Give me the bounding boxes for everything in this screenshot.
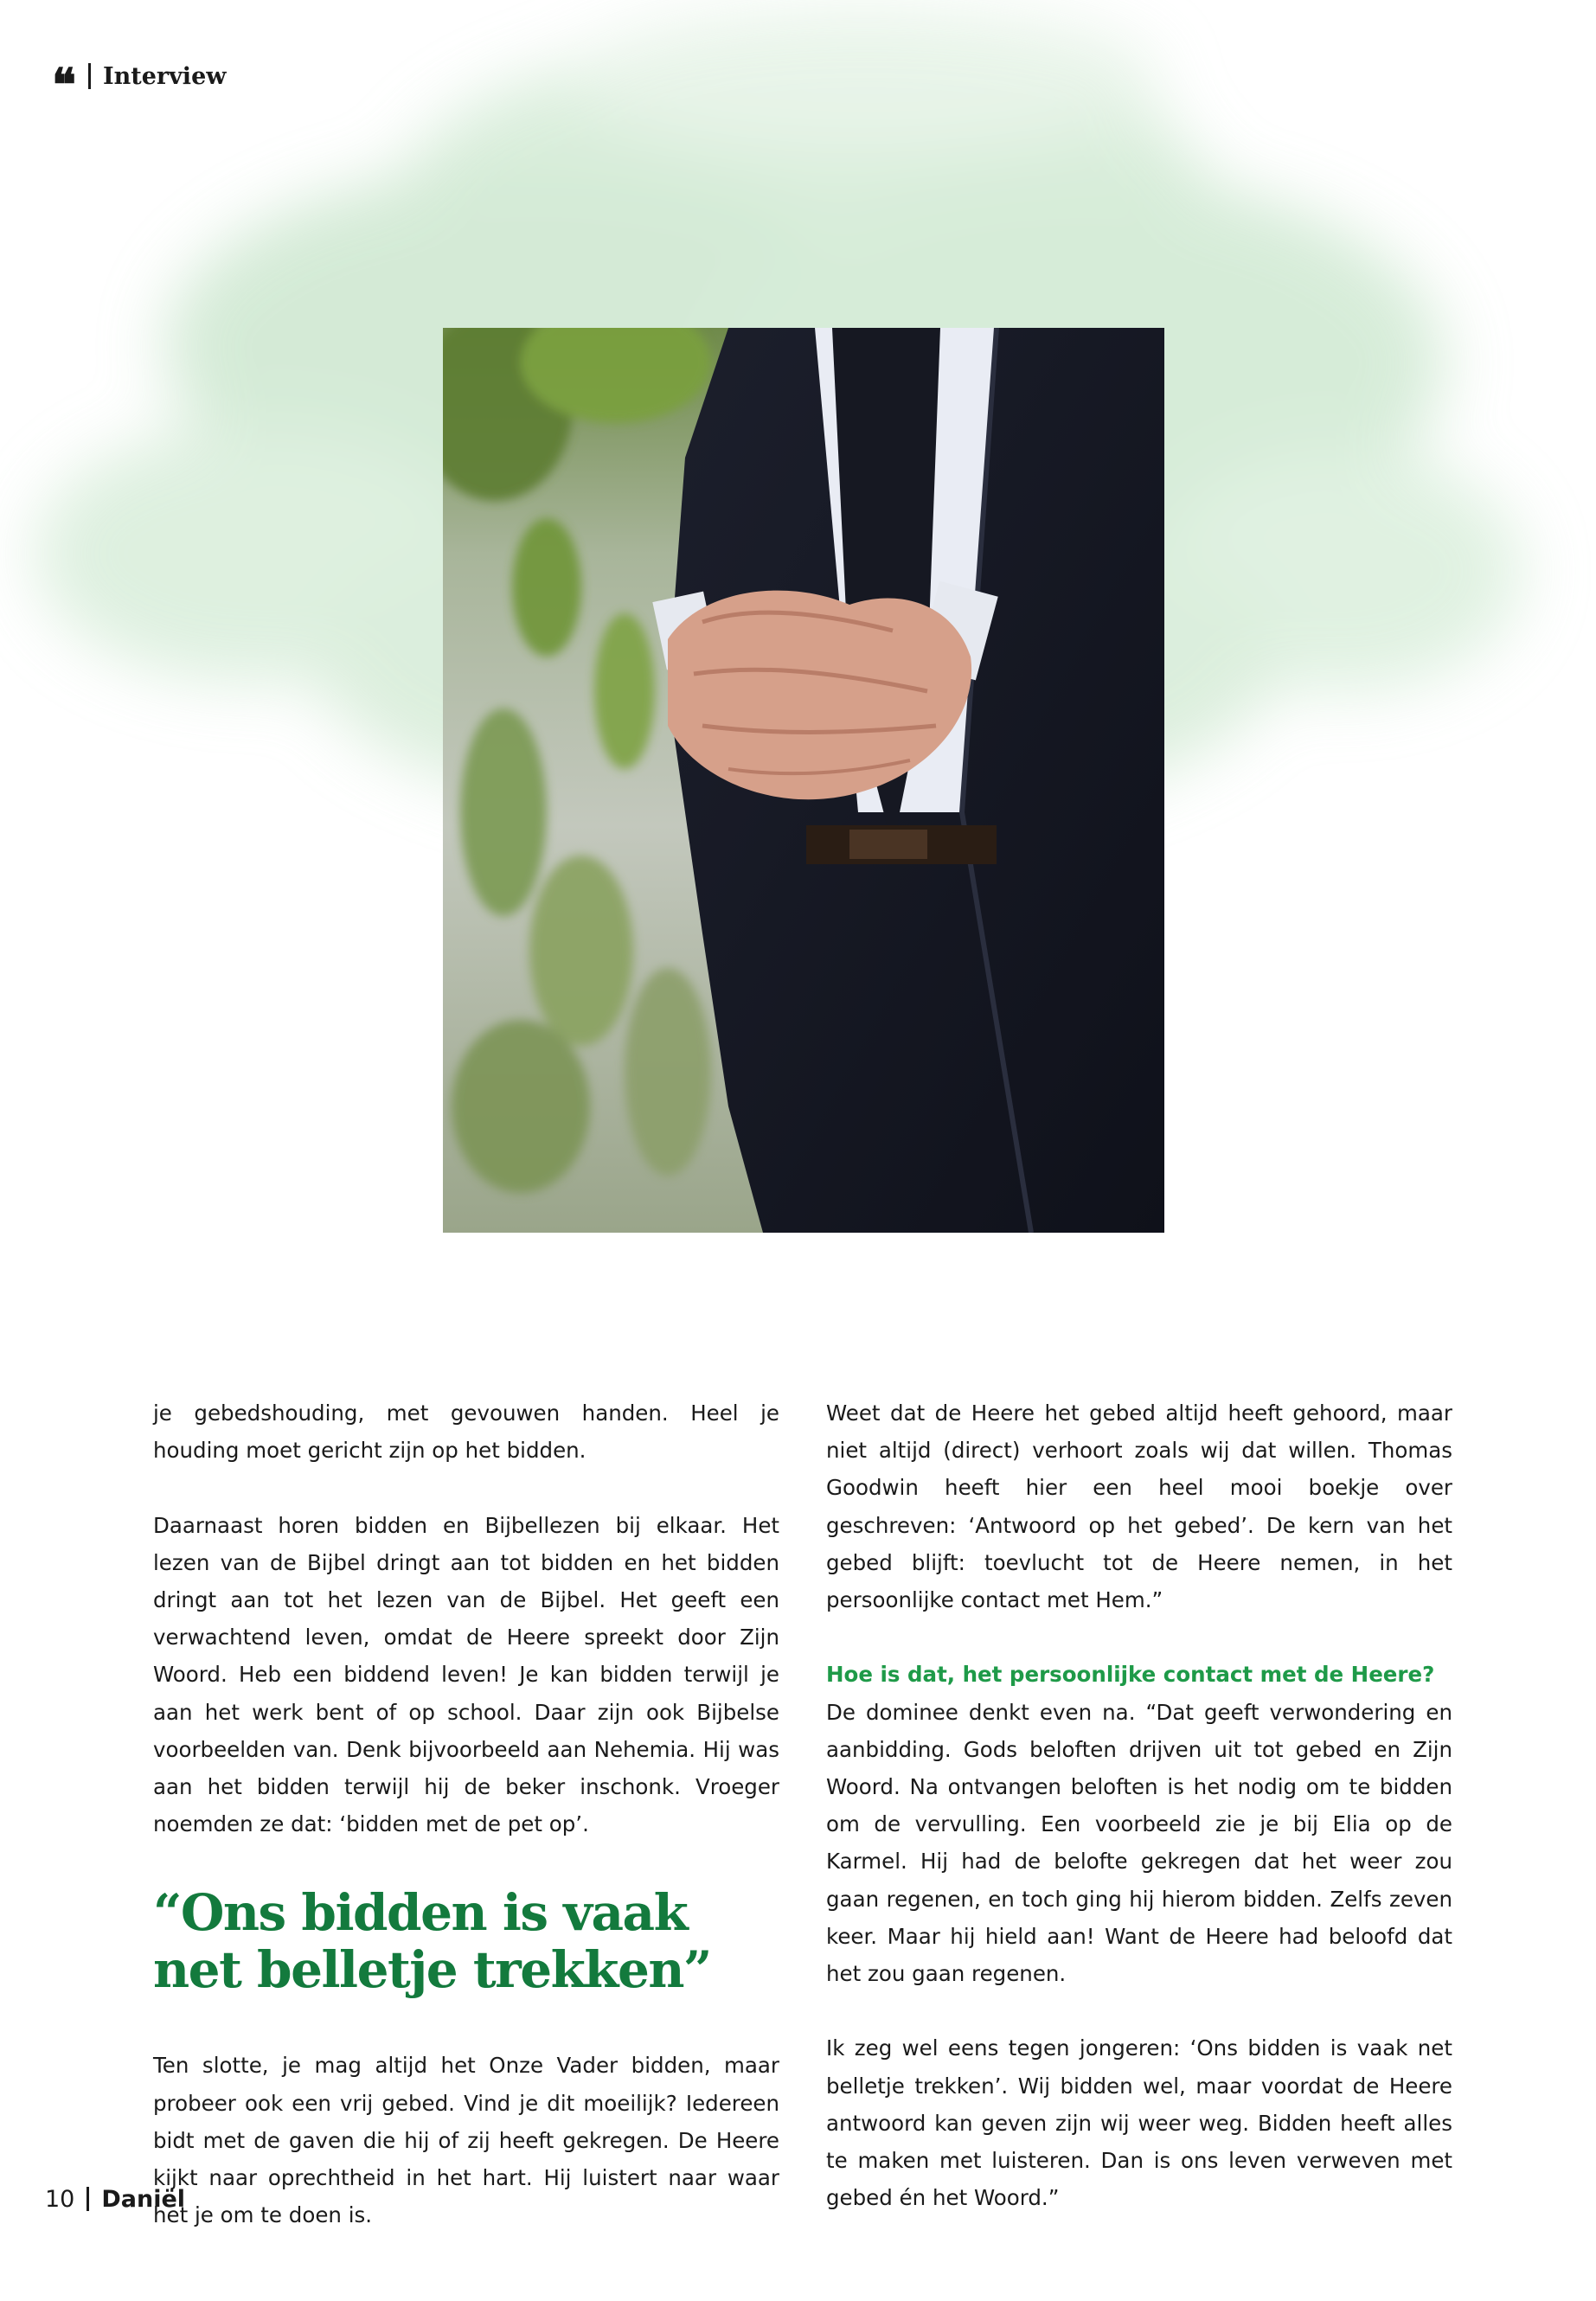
page-number: 10 — [45, 2185, 75, 2213]
article-column-left — [153, 1394, 779, 2234]
photo-folded-hands — [443, 328, 1164, 1233]
question-paragraph — [826, 1656, 1452, 1992]
paragraph: Ten slotte, je mag altijd het Onze Vader bidden, maar probeer ook een vrij gebed. Vind je dit moeilijk? Iedereen bidt met de gaven die hij of zij heeft gekregen. De Heere kijkt naar oprechtheid in het hart. Hij luistert naar waar het je om te doen is. — [153, 2053, 779, 2228]
paragraph: je gebedshouding, met gevouwen handen. Heel je houding moet gericht zijn op het bidden. — [153, 1400, 779, 1464]
section-header — [52, 59, 227, 112]
paragraph: Ik zeg wel eens tegen jongeren: ‘Ons bidden is vaak net belletje trekken’. Wij bidden wel, maar voordat de Heere antwoord kan geven zijn wij weer weg. Bidden heeft alles te maken met luisteren. Dan is ons leven verweven met gebed én het Woord.” — [826, 2035, 1452, 2211]
answer-text: De dominee denkt even na. “Dat geeft verwondering en aanbidding. Gods beloften drijven uit tot gebed en Zijn Woord. Na ontvangen beloften is het nodig om te bidden om de vervulling. Een voorbeeld zie je bij Elia op de Karmel. Hij had de belofte gekregen dat het weer zou gaan regenen, en toch ging hij hierom bidden. Zelfs zeven keer. Maar hij hield aan! Want de Heere had beloofd dat het zou gaan regenen. — [826, 1699, 1452, 1987]
paragraph: Daarnaast horen bidden en Bijbellezen bij elkaar. Het lezen van de Bijbel dringt aan tot bidden en het bidden dringt aan tot het lezen van de Bijbel. Het geeft een verwachtend leven, omdat de Heere spreekt door Zijn Woord. Heb een biddend leven! Je kan bidden terwijl je aan het werk bent of op school. Daar zijn ook Bijbelse voorbeelden van. Denk bijvoorbeeld aan Nehemia. Hij was aan het bidden terwijl hij de beker inschonk. Vroeger noemden ze dat: ‘bidden met de pet op’. — [153, 1512, 779, 1837]
magazine-name: Daniël — [101, 2185, 186, 2213]
paragraph: Weet dat de Heere het gebed altijd heeft gehoord, maar niet altijd (direct) verhoort zoals wij dat willen. Thomas Goodwin heeft hier een heel mooi boekje over geschreven: ‘Antwoord op het gebed’. De kern van het gebed blijft: toevlucht tot de Heere nemen, in het persoonlijke contact met Hem.” — [826, 1400, 1452, 1613]
pull-quote: “Ons bidden is vaak net belletje trekken” — [153, 1883, 711, 2000]
interview-question: Hoe is dat, het persoonlijke contact met de Heere? — [826, 1662, 1435, 1688]
double-quote-icon: ❝ — [52, 59, 73, 112]
divider — [88, 63, 91, 89]
divider — [87, 2187, 89, 2211]
article-column-right — [826, 1394, 1452, 2216]
section-label: Interview — [102, 62, 227, 90]
page-footer — [45, 2182, 185, 2216]
